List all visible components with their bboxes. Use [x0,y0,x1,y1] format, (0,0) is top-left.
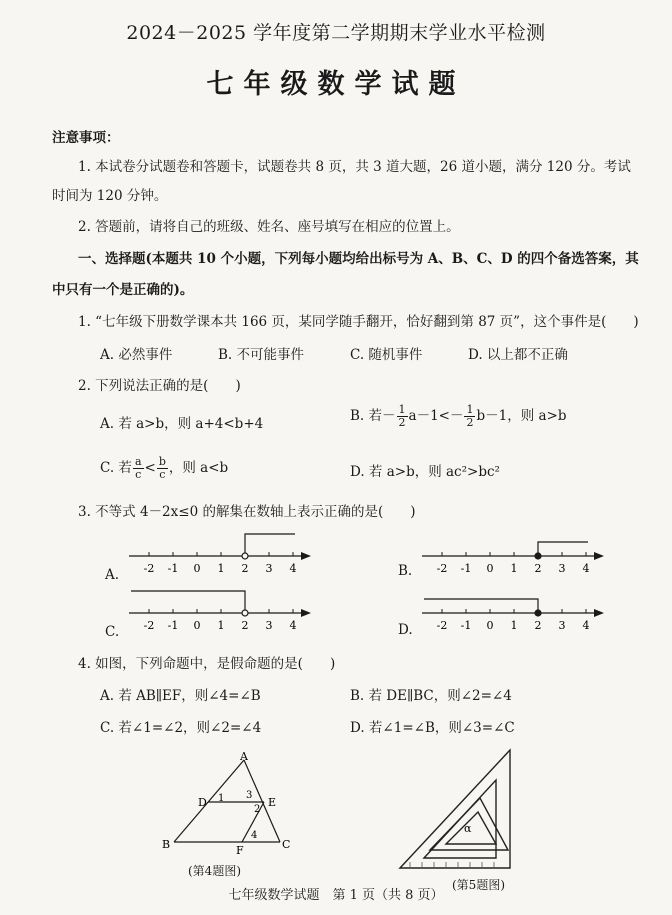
tick-label: -1 [167,619,179,632]
tick-label: 1 [510,619,518,632]
q4-option-a: A. 若 AB∥EF，则∠4=∠B [100,688,261,704]
fig4-angle-2: 2 [254,804,261,815]
q3-stem: 3. 不等式 4－2x≤0 的解集在数轴上表示正确的是( ) [78,504,416,520]
q2-b-fraction-1: $\frac{1}{2}$ [398,403,406,429]
fig4-label-a: A [240,752,248,763]
solid-point [535,610,541,616]
notice-item-1-line-1: 1. 本试卷分试题卷和答题卡，试题卷共 8 页，共 3 道大题，26 道小题，满分 120 分。考试 [78,159,631,175]
solution-ray [538,542,588,556]
fig4-label-b: B [162,838,171,851]
axis-arrow [301,552,311,560]
subject-title: 七年级数学试题 [206,69,466,100]
q1-option-c: C. 随机事件 [350,347,423,363]
notice-item-1-line-2: 时间为 120 分钟。 [52,188,168,204]
q3-option-b-label: B. [398,563,413,579]
q2-c-fraction-1: $\frac{a}{c}$ [134,455,142,481]
tick-label: -2 [436,619,448,632]
exam-title: 2024－2025 学年度第二学期期末学业水平检测 [126,22,546,44]
fig4-angle-3: 3 [246,790,253,801]
figure-4-caption: (第4题图) [188,864,241,878]
fig4-angle-1: 1 [218,793,225,804]
tick-label: -1 [460,562,472,575]
solution-ray [424,599,538,613]
q2-option-c: C. 若 $\frac{a}{c}$ < $\frac{b}{c}$ ，则 a<b [100,455,229,481]
notice-heading: 注意事项： [52,130,120,146]
tick-label: 4 [582,619,590,632]
tick-label: 3 [558,619,566,632]
q2-stem: 2. 下列说法正确的是( ) [78,378,241,394]
tick-label: 3 [265,619,273,632]
tick-label: -2 [143,619,155,632]
q4-option-c: C. 若∠1=∠2，则∠2=∠4 [100,720,262,736]
open-point [242,553,248,559]
q4-option-b: B. 若 DE∥BC，则∠2=∠4 [350,688,512,704]
q2-option-a: A. 若 a>b，则 a+4<b+4 [100,416,264,432]
q2-b-fraction-2: $\frac{1}{2}$ [466,403,474,429]
figure-4-triangle [158,752,298,856]
q3-option-a-label: A. [105,567,120,583]
solution-ray [245,534,295,556]
tick-label: 2 [534,562,542,575]
tick-label: 4 [289,619,297,632]
fig5-alpha: α [464,822,472,835]
solution-ray [131,591,245,613]
tick-label: 4 [289,562,297,575]
tick-label: 0 [486,562,494,575]
section1-heading-line-1: 一、选择题(本题共 10 个小题，下列每小题均给出标号为 A、B、C、D 的四个备选答案，其 [78,251,639,267]
number-line-c [125,585,315,641]
q3-option-d-label: D. [398,622,413,638]
tick-label: 3 [558,562,566,575]
tick-label: -1 [460,619,472,632]
tick-label: 0 [193,562,201,575]
fig4-label-f: F [236,844,244,856]
q2-option-b: B. 若－ $\frac{1}{2}$ a－1<－ $\frac{1}{2}$ b－1，则 a>b [350,403,567,429]
solid-point [535,553,541,559]
tick-label: 1 [510,562,518,575]
tick-label: 1 [217,562,225,575]
figure-5-caption: (第5题图) [452,878,505,892]
open-point [242,610,248,616]
q1-stem: 1. “七年级下册数学课本共 166 页，某同学随手翻开，恰好翻到第 87 页”，这个事件是( ) [78,314,639,330]
fig4-angle-4: 4 [251,830,258,841]
number-line-a [125,528,315,584]
tick-label: 0 [486,619,494,632]
q4-stem: 4. 如图，下列命题中，是假命题的是( ) [78,656,336,672]
number-line-b [418,528,608,584]
axis-arrow [594,552,604,560]
q1-option-a: A. 必然事件 [100,347,173,363]
q3-option-c-label: C. [105,624,120,640]
tick-label: -2 [143,562,155,575]
tick-label: 1 [217,619,225,632]
tick-label: 4 [582,562,590,575]
tick-label: 2 [241,619,249,632]
q4-option-d: D. 若∠1=∠B，则∠3=∠C [350,720,515,736]
fig4-label-c: C [282,838,291,851]
fig4-label-d: D [198,796,207,809]
q1-option-b: B. 不可能事件 [218,347,305,363]
tick-label: 0 [193,619,201,632]
tick-label: -2 [436,562,448,575]
q1-option-d: D. 以上都不正确 [468,347,568,363]
axis-arrow [594,609,604,617]
section1-heading-line-2: 中只有一个是正确的)。 [52,282,194,298]
page-footer: 七年级数学试题 第 1 页（共 8 页） [228,888,444,903]
fig4-label-e: E [268,796,277,809]
tick-label: 2 [241,562,249,575]
axis-arrow [301,609,311,617]
figure-5-set-squares [390,740,520,878]
number-line-d [418,585,608,641]
tick-label: 3 [265,562,273,575]
q2-c-fraction-2: $\frac{b}{c}$ [158,455,166,481]
q2-option-d: D. 若 a>b，则 ac²>bc² [350,464,500,480]
tick-label: 2 [534,619,542,632]
notice-item-2: 2. 答题前，请将自己的班级、姓名、座号填写在相应的位置上。 [78,219,460,235]
tick-label: -1 [167,562,179,575]
